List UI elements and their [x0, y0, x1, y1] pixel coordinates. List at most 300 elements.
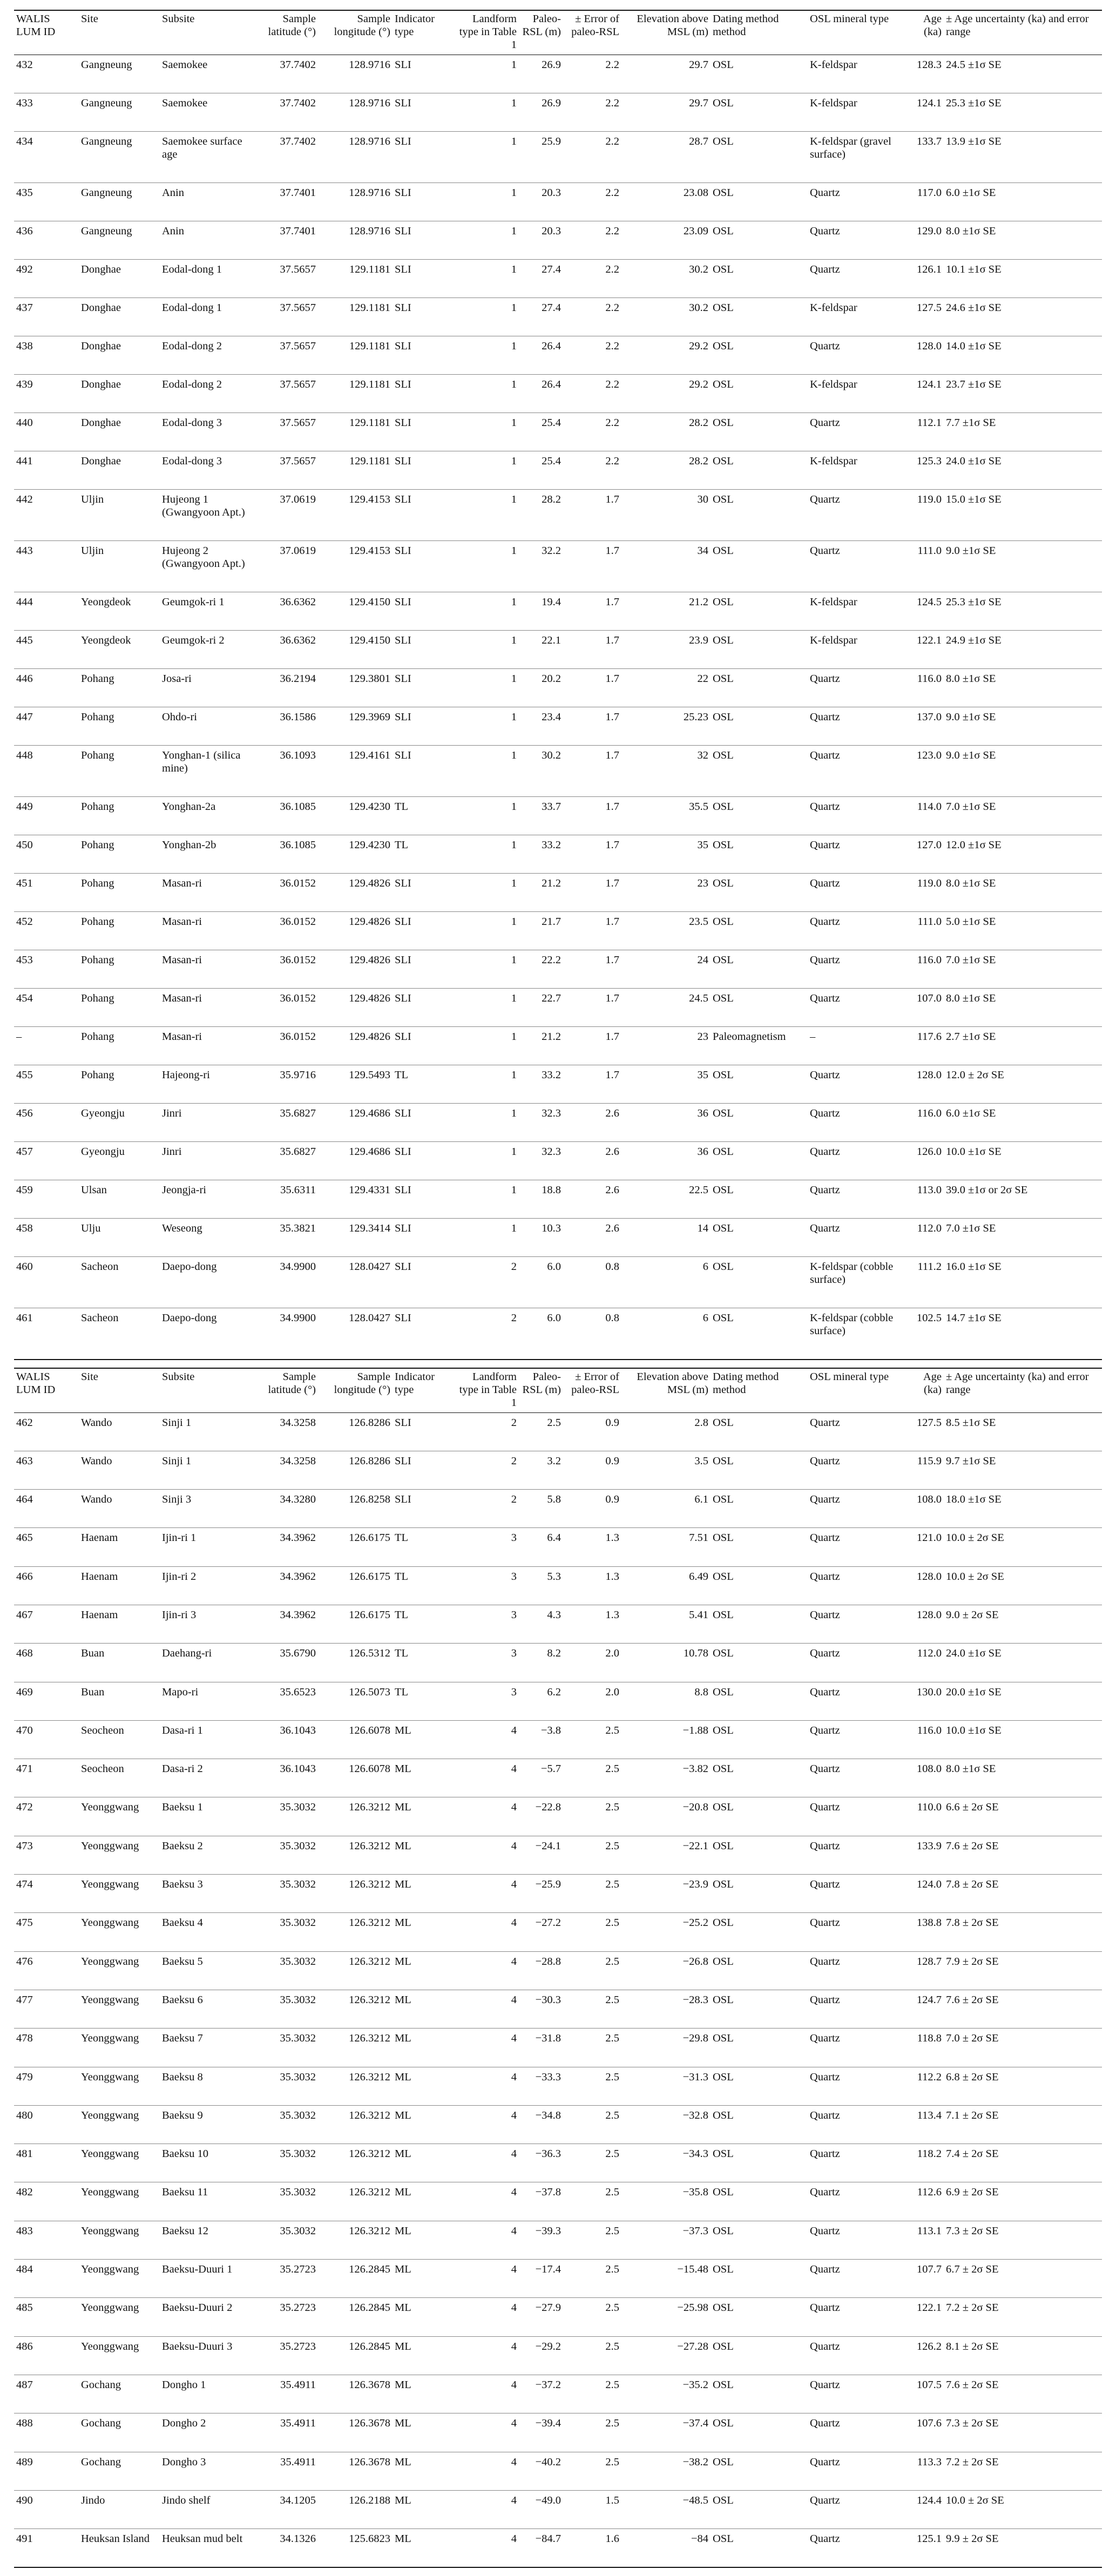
- table-row: [14, 2182, 1102, 2221]
- cell-site: Donghae: [81, 340, 121, 352]
- cell-age-uncertainty: 9.0 ±1σ SE: [946, 711, 996, 723]
- cell-site: Wando: [81, 1416, 112, 1429]
- cell-age-uncertainty: 7.3 ± 2σ SE: [946, 2417, 999, 2430]
- cell-dating-method: OSL: [713, 1416, 734, 1429]
- cell-paleo-rsl-error: 2.5: [605, 2417, 619, 2430]
- cell-longitude: 125.6823: [349, 2533, 390, 2545]
- cell-paleo-rsl-error: 2.2: [605, 187, 619, 199]
- cell-indicator-type: ML: [395, 2533, 411, 2545]
- cell-elevation: 8.8: [694, 1686, 708, 1698]
- cell-paleo-rsl: −5.7: [540, 1763, 561, 1775]
- cell-age: 117.6: [917, 1031, 942, 1043]
- cell-dating-method: OSL: [713, 2109, 734, 2121]
- cell-osl-mineral: Quartz: [810, 2494, 840, 2506]
- column-header-paleo-rsl: Paleo-RSL (m): [522, 13, 561, 38]
- cell-paleo-rsl-error: 2.2: [605, 340, 619, 352]
- cell-longitude: 129.4150: [349, 634, 390, 646]
- cell-walis-id: 458: [16, 1222, 33, 1234]
- cell-landform-type: 4: [511, 1955, 517, 1968]
- cell-osl-mineral: Quartz: [810, 2148, 840, 2160]
- table-row: [14, 1566, 1102, 1605]
- column-header-latitude: Sample latitude (°): [268, 13, 316, 38]
- cell-longitude: 129.4161: [349, 749, 390, 761]
- cell-paleo-rsl: −40.2: [535, 2456, 561, 2468]
- cell-paleo-rsl: 6.2: [547, 1686, 561, 1698]
- table-row: [14, 989, 1102, 1027]
- cell-dating-method: OSL: [713, 2263, 734, 2276]
- cell-landform-type: 1: [511, 596, 517, 608]
- cell-walis-id: 445: [16, 634, 33, 646]
- cell-age-uncertainty: 16.0 ±1σ SE: [946, 1261, 1002, 1273]
- cell-age: 112.1: [917, 417, 942, 429]
- cell-landform-type: 3: [511, 1608, 517, 1621]
- cell-site: Haenam: [81, 1570, 118, 1583]
- cell-dating-method: OSL: [713, 1493, 734, 1506]
- cell-landform-type: 4: [511, 1993, 517, 2006]
- cell-osl-mineral: Quartz: [810, 2340, 840, 2352]
- cell-landform-type: 1: [511, 877, 517, 889]
- cell-longitude: 129.4826: [349, 877, 390, 889]
- cell-indicator-type: SLI: [395, 916, 411, 928]
- cell-site: Yeonggwang: [81, 1840, 139, 1852]
- cell-latitude: 36.0152: [280, 916, 316, 928]
- cell-osl-mineral: Quartz: [810, 1763, 840, 1775]
- cell-dating-method: OSL: [713, 187, 734, 199]
- cell-walis-id: 457: [16, 1146, 33, 1158]
- cell-subsite: Baeksu 10: [162, 2148, 208, 2160]
- cell-latitude: 35.3032: [280, 2032, 316, 2045]
- cell-subsite: Baeksu 1: [162, 1801, 203, 1814]
- cell-latitude: 36.0152: [280, 954, 316, 966]
- cell-longitude: 126.3212: [349, 1878, 390, 1891]
- cell-longitude: 129.4826: [349, 1031, 390, 1043]
- cell-walis-id: 472: [16, 1801, 33, 1814]
- table-row: [14, 336, 1102, 375]
- cell-dating-method: OSL: [713, 2071, 734, 2083]
- cell-age: 117.0: [917, 187, 942, 199]
- cell-subsite: Dongho 3: [162, 2456, 206, 2468]
- cell-paleo-rsl: 32.2: [542, 545, 561, 557]
- cell-dating-method: OSL: [713, 954, 734, 966]
- cell-osl-mineral: Quartz: [810, 1993, 840, 2006]
- cell-walis-id: 446: [16, 673, 33, 685]
- cell-osl-mineral: Quartz: [810, 992, 840, 1004]
- cell-elevation: 10.78: [683, 1647, 708, 1660]
- cell-age-uncertainty: 8.0 ±1σ SE: [946, 673, 996, 685]
- cell-age: 123.0: [916, 749, 942, 761]
- cell-latitude: 35.2723: [280, 2302, 316, 2314]
- cell-paleo-rsl: −84.7: [535, 2533, 561, 2545]
- cell-dating-method: OSL: [713, 97, 734, 109]
- cell-subsite: Daepo-dong: [162, 1261, 217, 1273]
- cell-dating-method: OSL: [713, 1917, 734, 1929]
- cell-paleo-rsl-error: 2.5: [605, 1801, 619, 1814]
- cell-paleo-rsl: 6.0: [547, 1261, 561, 1273]
- cell-age-uncertainty: 7.0 ± 2σ SE: [946, 2032, 999, 2045]
- cell-landform-type: 4: [511, 1724, 517, 1736]
- cell-age: 116.0: [917, 673, 942, 685]
- cell-osl-mineral: Quartz: [810, 801, 840, 813]
- cell-subsite: Masan-ri: [162, 992, 202, 1004]
- cell-site: Yeonggwang: [81, 1801, 139, 1814]
- cell-subsite: Sinji 3: [162, 1493, 192, 1506]
- cell-paleo-rsl: 30.2: [542, 749, 561, 761]
- table-row: [14, 950, 1102, 989]
- cell-osl-mineral: Quartz: [810, 1724, 840, 1736]
- cell-landform-type: 4: [511, 1878, 517, 1891]
- cell-subsite: Masan-ri: [162, 954, 202, 966]
- cell-landform-type: 1: [511, 417, 517, 429]
- cell-elevation: −28.3: [682, 1993, 708, 2006]
- cell-age: 124.5: [916, 596, 942, 608]
- table-row: [14, 2029, 1102, 2067]
- cell-paleo-rsl: 32.3: [542, 1146, 561, 1158]
- cell-age-uncertainty: 2.7 ±1σ SE: [946, 1031, 996, 1043]
- cell-landform-type: 2: [511, 1261, 517, 1273]
- cell-paleo-rsl: −30.3: [535, 1993, 561, 2006]
- cell-age: 137.0: [916, 711, 942, 723]
- cell-indicator-type: ML: [395, 2456, 411, 2468]
- cell-longitude: 126.2845: [349, 2263, 390, 2276]
- cell-longitude: 126.5312: [349, 1647, 390, 1660]
- cell-osl-mineral: Quartz: [810, 2417, 840, 2430]
- cell-landform-type: 1: [511, 545, 517, 557]
- table-row: [14, 221, 1102, 260]
- cell-dating-method: OSL: [713, 2417, 734, 2430]
- cell-age-uncertainty: 6.0 ±1σ SE: [946, 1107, 996, 1119]
- cell-paleo-rsl: 25.4: [542, 455, 561, 467]
- cell-site: Wando: [81, 1455, 112, 1467]
- cell-site: Gangneung: [81, 225, 132, 237]
- cell-landform-type: 1: [511, 493, 517, 505]
- cell-dating-method: OSL: [713, 2302, 734, 2314]
- table-row: [14, 2452, 1102, 2490]
- cell-elevation: 21.2: [689, 596, 708, 608]
- table-row: [14, 2375, 1102, 2413]
- cell-walis-id: 465: [16, 1532, 33, 1544]
- cell-indicator-type: SLI: [395, 711, 411, 723]
- cell-landform-type: 1: [511, 673, 517, 685]
- cell-elevation: 28.2: [689, 455, 708, 467]
- cell-age: 111.0: [917, 545, 942, 557]
- cell-longitude: 129.1181: [349, 455, 390, 467]
- cell-age: 122.1: [916, 2302, 942, 2314]
- cell-subsite: Hujeong 1 (Gwangyoon Apt.): [162, 493, 245, 518]
- cell-subsite: Ohdo-ri: [162, 711, 197, 723]
- cell-walis-id: 452: [16, 916, 33, 928]
- cell-elevation: −48.5: [682, 2494, 708, 2506]
- cell-dating-method: OSL: [713, 1724, 734, 1736]
- cell-latitude: 37.5657: [280, 340, 316, 352]
- cell-paleo-rsl: 2.5: [547, 1416, 561, 1429]
- cell-site: Donghae: [81, 455, 121, 467]
- cell-age-uncertainty: 6.9 ± 2σ SE: [946, 2186, 999, 2199]
- cell-landform-type: 1: [511, 378, 517, 390]
- cell-age: 115.9: [917, 1455, 942, 1467]
- table-row: [14, 1797, 1102, 1836]
- cell-longitude: 129.4826: [349, 954, 390, 966]
- cell-paleo-rsl: 20.3: [542, 225, 561, 237]
- cell-subsite: Masan-ri: [162, 877, 202, 889]
- cell-paleo-rsl: 26.9: [542, 97, 561, 109]
- cell-paleo-rsl-error: 2.5: [605, 1878, 619, 1891]
- table-row: [14, 1257, 1102, 1308]
- cell-dating-method: OSL: [713, 2340, 734, 2352]
- cell-longitude: 126.2845: [349, 2302, 390, 2314]
- cell-indicator-type: SLI: [395, 877, 411, 889]
- cell-latitude: 37.7401: [280, 225, 316, 237]
- cell-dating-method: OSL: [713, 673, 734, 685]
- table-row: [14, 797, 1102, 835]
- cell-subsite: Eodal-dong 1: [162, 302, 222, 314]
- cell-elevation: −31.3: [682, 2071, 708, 2083]
- column-header-paleo-rsl-error: ± Error of paleo-RSL: [571, 1370, 619, 1396]
- cell-paleo-rsl-error: 2.2: [605, 97, 619, 109]
- table-row: [14, 93, 1102, 132]
- cell-landform-type: 1: [511, 340, 517, 352]
- cell-elevation: −26.8: [682, 1955, 708, 1968]
- cell-subsite: Sinji 1: [162, 1416, 192, 1429]
- cell-longitude: 129.4686: [349, 1107, 390, 1119]
- cell-landform-type: 1: [511, 801, 517, 813]
- cell-landform-type: 1: [511, 455, 517, 467]
- cell-age: 133.7: [916, 136, 942, 147]
- cell-longitude: 126.3212: [349, 1993, 390, 2006]
- cell-dating-method: OSL: [713, 1647, 734, 1660]
- cell-latitude: 35.3032: [280, 1955, 316, 1968]
- cell-age: 138.8: [916, 1917, 942, 1929]
- cell-age-uncertainty: 7.2 ± 2σ SE: [946, 2456, 999, 2468]
- table-row: [14, 1720, 1102, 1759]
- cell-latitude: 37.0619: [280, 545, 316, 557]
- cell-walis-id: 432: [16, 59, 33, 71]
- cell-paleo-rsl: 19.4: [542, 596, 561, 608]
- cell-longitude: 129.3801: [349, 673, 390, 685]
- cell-landform-type: 1: [511, 992, 517, 1004]
- cell-landform-type: 4: [511, 2186, 517, 2199]
- table-row: [14, 1528, 1102, 1566]
- cell-elevation: −15.48: [677, 2263, 708, 2276]
- cell-osl-mineral: Quartz: [810, 1878, 840, 1891]
- cell-paleo-rsl: 27.4: [542, 302, 561, 314]
- cell-latitude: 35.3032: [280, 1993, 316, 2006]
- cell-paleo-rsl-error: 2.5: [605, 2186, 619, 2199]
- cell-age-uncertainty: 8.0 ±1σ SE: [946, 877, 996, 889]
- cell-latitude: 34.3280: [280, 1493, 316, 1506]
- cell-longitude: 126.3212: [349, 2225, 390, 2237]
- cell-longitude: 126.5073: [349, 1686, 390, 1698]
- cell-elevation: 22: [697, 673, 708, 685]
- cell-paleo-rsl-error: 1.7: [605, 711, 619, 723]
- cell-paleo-rsl: −36.3: [535, 2148, 561, 2160]
- cell-site: Yeonggwang: [81, 2263, 139, 2276]
- cell-walis-id: 440: [16, 417, 33, 429]
- cell-paleo-rsl: 26.4: [542, 378, 561, 390]
- cell-latitude: 35.3821: [280, 1222, 316, 1234]
- cell-subsite: Saemokee: [162, 97, 208, 109]
- cell-age: 127.5: [916, 1416, 942, 1429]
- cell-age: 107.5: [916, 2378, 942, 2391]
- cell-site: Pohang: [81, 954, 114, 966]
- cell-dating-method: OSL: [713, 455, 734, 467]
- cell-osl-mineral: Quartz: [810, 1532, 840, 1544]
- cell-paleo-rsl-error: 1.7: [605, 1031, 619, 1043]
- cell-osl-mineral: K-feldspar: [810, 596, 857, 608]
- cell-age: 107.7: [916, 2263, 942, 2276]
- cell-paleo-rsl-error: 2.5: [605, 2032, 619, 2045]
- cell-age-uncertainty: 9.0 ±1σ SE: [946, 749, 996, 761]
- cell-walis-id: 463: [16, 1455, 33, 1467]
- cell-latitude: 37.5657: [280, 378, 316, 390]
- table-row: [14, 1142, 1102, 1180]
- cell-dating-method: OSL: [713, 302, 734, 314]
- cell-osl-mineral: Quartz: [810, 2456, 840, 2468]
- cell-landform-type: 4: [511, 2263, 517, 2276]
- cell-walis-id: 443: [16, 545, 33, 557]
- cell-walis-id: 479: [16, 2071, 33, 2083]
- column-header-site: Site: [81, 13, 98, 25]
- cell-paleo-rsl-error: 1.7: [605, 545, 619, 557]
- cell-latitude: 34.3962: [280, 1608, 316, 1621]
- cell-longitude: 129.4826: [349, 916, 390, 928]
- cell-longitude: 126.8286: [349, 1455, 390, 1467]
- cell-subsite: Baeksu 3: [162, 1878, 203, 1891]
- cell-latitude: 36.1043: [280, 1763, 316, 1775]
- cell-paleo-rsl-error: 1.7: [605, 954, 619, 966]
- cell-longitude: 128.9716: [349, 187, 390, 199]
- cell-osl-mineral: K-feldspar (cobble surface): [810, 1312, 894, 1337]
- cell-site: Yeonggwang: [81, 1955, 139, 1968]
- cell-longitude: 126.6175: [349, 1570, 390, 1583]
- column-header-longitude: Sample longitude (°): [334, 1370, 390, 1396]
- cell-age-uncertainty: 8.1 ± 2σ SE: [946, 2340, 999, 2352]
- cell-dating-method: OSL: [713, 59, 734, 71]
- cell-latitude: 37.7402: [280, 59, 316, 71]
- cell-age-uncertainty: 12.0 ± 2σ SE: [946, 1069, 1004, 1081]
- cell-age-uncertainty: 25.3 ±1σ SE: [946, 97, 1002, 109]
- cell-walis-id: 471: [16, 1763, 33, 1775]
- cell-site: Gyeongju: [81, 1107, 125, 1119]
- cell-paleo-rsl-error: 0.9: [605, 1416, 619, 1429]
- document-page: [14, 10, 1102, 2568]
- cell-elevation: 25.23: [683, 711, 708, 723]
- cell-indicator-type: SLI: [395, 136, 411, 147]
- cell-landform-type: 4: [511, 2302, 517, 2314]
- cell-paleo-rsl-error: 2.5: [605, 1763, 619, 1775]
- cell-paleo-rsl: −39.3: [535, 2225, 561, 2237]
- cell-elevation: 36: [697, 1107, 708, 1119]
- cell-osl-mineral: Quartz: [810, 2109, 840, 2121]
- cell-longitude: 126.2845: [349, 2340, 390, 2352]
- cell-elevation: −27.28: [677, 2340, 708, 2352]
- cell-paleo-rsl: 5.8: [547, 1493, 561, 1506]
- cell-longitude: 126.3678: [349, 2456, 390, 2468]
- column-header-dating-method: Dating method method: [713, 1370, 779, 1396]
- cell-paleo-rsl: 22.1: [542, 634, 561, 646]
- cell-indicator-type: ML: [395, 2186, 411, 2199]
- column-header-subsite: Subsite: [162, 1370, 195, 1383]
- cell-walis-id: 447: [16, 711, 33, 723]
- cell-latitude: 35.3032: [280, 2225, 316, 2237]
- cell-walis-id: 473: [16, 1840, 33, 1852]
- column-header-site: Site: [81, 1370, 98, 1383]
- cell-longitude: 129.4826: [349, 992, 390, 1004]
- cell-dating-method: OSL: [713, 2186, 734, 2199]
- cell-longitude: 126.3212: [349, 2071, 390, 2083]
- cell-paleo-rsl: 18.8: [542, 1184, 561, 1196]
- cell-elevation: 28.7: [689, 136, 708, 147]
- cell-elevation: 28.2: [689, 417, 708, 429]
- cell-age-uncertainty: 6.8 ± 2σ SE: [946, 2071, 999, 2083]
- cell-site: Buan: [81, 1647, 105, 1660]
- cell-latitude: 35.9716: [280, 1069, 316, 1081]
- cell-paleo-rsl: −27.2: [535, 1917, 561, 1929]
- cell-paleo-rsl: 22.2: [542, 954, 561, 966]
- cell-age: 124.1: [916, 97, 942, 109]
- cell-osl-mineral: Quartz: [810, 673, 840, 685]
- cell-indicator-type: ML: [395, 1724, 411, 1736]
- cell-elevation: −23.9: [682, 1878, 708, 1891]
- cell-subsite: Weseong: [162, 1222, 202, 1234]
- cell-age-uncertainty: 12.0 ±1σ SE: [946, 839, 1002, 851]
- cell-age: 125.1: [916, 2533, 942, 2545]
- cell-longitude: 126.3212: [349, 1917, 390, 1929]
- column-header-indicator-type: Indicator type: [395, 13, 435, 38]
- cell-paleo-rsl: 25.9: [542, 136, 561, 147]
- cell-indicator-type: SLI: [395, 1222, 411, 1234]
- cell-age-uncertainty: 7.0 ±1σ SE: [946, 1222, 996, 1234]
- cell-age-uncertainty: 8.0 ±1σ SE: [946, 1763, 996, 1775]
- cell-age: 121.0: [916, 1532, 942, 1544]
- cell-elevation: 24: [697, 954, 708, 966]
- cell-paleo-rsl-error: 2.2: [605, 302, 619, 314]
- cell-latitude: 36.1085: [280, 839, 316, 851]
- cell-latitude: 35.3032: [280, 1878, 316, 1891]
- cell-site: Pohang: [81, 916, 114, 928]
- table-row: [14, 1605, 1102, 1643]
- cell-longitude: 126.6175: [349, 1608, 390, 1621]
- cell-landform-type: 3: [511, 1686, 517, 1698]
- cell-paleo-rsl: −3.8: [540, 1724, 561, 1736]
- cell-landform-type: 2: [511, 1455, 517, 1467]
- cell-subsite: Baeksu-Duuri 2: [162, 2302, 233, 2314]
- cell-osl-mineral: Quartz: [810, 545, 840, 557]
- cell-dating-method: Paleomagnetism: [713, 1031, 786, 1043]
- cell-age-uncertainty: 9.0 ± 2σ SE: [946, 1608, 999, 1621]
- cell-longitude: 126.6078: [349, 1763, 390, 1775]
- cell-age-uncertainty: 7.9 ± 2σ SE: [946, 1955, 999, 1968]
- table-row: [14, 490, 1102, 541]
- cell-paleo-rsl-error: 2.5: [605, 2302, 619, 2314]
- cell-paleo-rsl-error: 2.2: [605, 417, 619, 429]
- cell-age: 124.4: [916, 2494, 942, 2506]
- cell-longitude: 129.4230: [349, 801, 390, 813]
- cell-age: 118.8: [917, 2032, 942, 2045]
- cell-walis-id: 437: [16, 302, 33, 314]
- cell-age-uncertainty: 14.7 ±1σ SE: [946, 1312, 1002, 1324]
- cell-elevation: 35: [697, 1069, 708, 1081]
- cell-site: Pohang: [81, 673, 114, 685]
- cell-walis-id: 441: [16, 455, 33, 467]
- column-header-paleo-rsl-error: ± Error of paleo-RSL: [571, 13, 619, 38]
- cell-elevation: 22.5: [689, 1184, 708, 1196]
- cell-paleo-rsl-error: 2.5: [605, 2071, 619, 2083]
- cell-dating-method: OSL: [713, 2032, 734, 2045]
- cell-elevation: −32.8: [682, 2109, 708, 2121]
- cell-site: Yeonggwang: [81, 2340, 139, 2352]
- cell-paleo-rsl-error: 2.5: [605, 2148, 619, 2160]
- cell-paleo-rsl: 21.2: [542, 1031, 561, 1043]
